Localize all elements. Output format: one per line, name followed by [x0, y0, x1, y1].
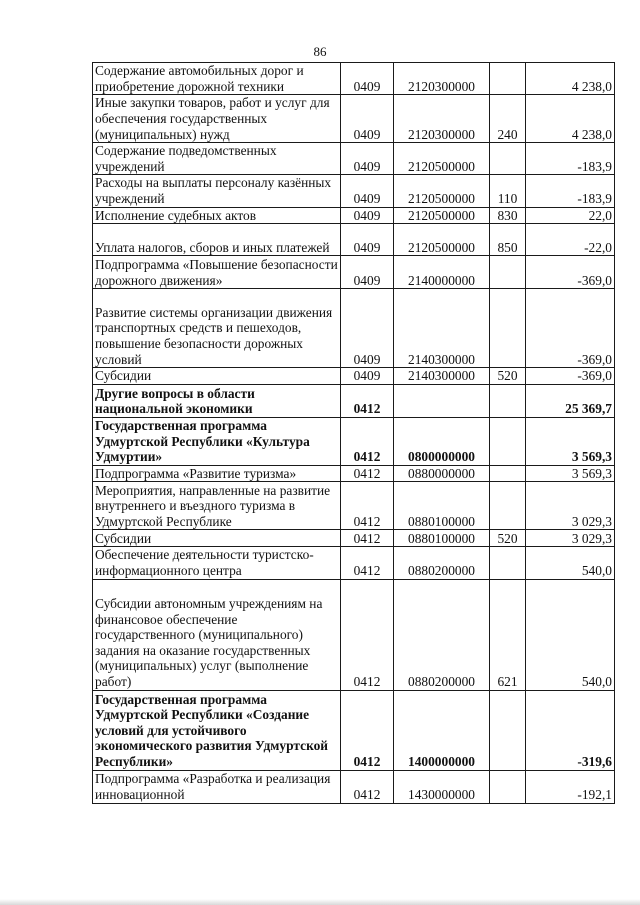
- table-row: [93, 482, 615, 530]
- expense-kind-code: [490, 417, 526, 465]
- budget-item-name: Подпрограмма «Развитие туризма»: [93, 465, 341, 482]
- expense-kind-code: [490, 465, 526, 482]
- target-article-code: [394, 384, 490, 417]
- amount: 3 029,3: [526, 530, 615, 547]
- amount: -22,0: [526, 224, 615, 256]
- budget-item-name: Подпрограмма «Разработка и реализация инновационной: [93, 770, 341, 803]
- table-row: [93, 368, 615, 385]
- table-row: [93, 95, 615, 143]
- target-article-code: 2120300000: [394, 63, 490, 95]
- table-row: [93, 465, 615, 482]
- budget-item-name: Субсидии автономным учреждениям на финансовое обеспечение государственного (муниципального) задания на оказание государственных (муниципальных) услуг (выполнение работ): [93, 579, 341, 690]
- expense-kind-code: [490, 63, 526, 95]
- expense-kind-code: 850: [490, 224, 526, 256]
- budget-item-name: Субсидии: [93, 530, 341, 547]
- section-code: 0412: [341, 482, 394, 530]
- expense-kind-code: [490, 384, 526, 417]
- section-code: 0409: [341, 143, 394, 175]
- budget-item-name: Субсидии: [93, 368, 341, 385]
- section-code: 0412: [341, 579, 394, 690]
- expense-kind-code: [490, 547, 526, 579]
- budget-item-name: Содержание подведомственных учреждений: [93, 143, 341, 175]
- amount: 25 369,7: [526, 384, 615, 417]
- target-article-code: 1430000000: [394, 770, 490, 803]
- budget-table: [92, 62, 615, 804]
- amount: -369,0: [526, 256, 615, 289]
- target-article-code: 0880200000: [394, 547, 490, 579]
- table-row: [93, 224, 615, 256]
- table-row: [93, 547, 615, 579]
- section-code: 0412: [341, 547, 394, 579]
- budget-item-name: Государственная программа Удмуртской Республики «Создание условий для устойчивого экономического развития Удмуртской Республики»: [93, 690, 341, 770]
- expense-kind-code: [490, 482, 526, 530]
- section-code: 0409: [341, 95, 394, 143]
- target-article-code: 0880000000: [394, 465, 490, 482]
- expense-kind-code: 830: [490, 207, 526, 224]
- section-code: 0412: [341, 530, 394, 547]
- amount: -183,9: [526, 175, 615, 207]
- section-code: 0409: [341, 256, 394, 289]
- expense-kind-code: 621: [490, 579, 526, 690]
- amount: 3 569,3: [526, 465, 615, 482]
- amount: -369,0: [526, 368, 615, 385]
- target-article-code: 0880100000: [394, 482, 490, 530]
- budget-item-name: Государственная программа Удмуртской Республики «Культура Удмуртии»: [93, 417, 341, 465]
- amount: 3 569,3: [526, 417, 615, 465]
- amount: 4 238,0: [526, 63, 615, 95]
- section-code: 0412: [341, 690, 394, 770]
- section-code: 0412: [341, 384, 394, 417]
- budget-item-name: Уплата налогов, сборов и иных платежей: [93, 224, 341, 256]
- section-code: 0409: [341, 207, 394, 224]
- section-code: 0409: [341, 224, 394, 256]
- target-article-code: 2120500000: [394, 175, 490, 207]
- amount: 22,0: [526, 207, 615, 224]
- target-article-code: 0880100000: [394, 530, 490, 547]
- target-article-code: 2120500000: [394, 224, 490, 256]
- budget-table-body: [93, 63, 615, 804]
- page-number: 86: [313, 44, 327, 59]
- section-code: 0412: [341, 465, 394, 482]
- budget-item-name: Расходы на выплаты персоналу казённых учреждений: [93, 175, 341, 207]
- expense-kind-code: [490, 770, 526, 803]
- expense-kind-code: [490, 690, 526, 770]
- amount: -183,9: [526, 143, 615, 175]
- scan-edge: [0, 899, 640, 905]
- section-code: 0412: [341, 417, 394, 465]
- expense-kind-code: 240: [490, 95, 526, 143]
- section-code: 0409: [341, 368, 394, 385]
- amount: -192,1: [526, 770, 615, 803]
- budget-item-name: Подпрограмма «Повышение безопасности дорожного движения»: [93, 256, 341, 289]
- table-row: [93, 530, 615, 547]
- table-row: [93, 417, 615, 465]
- target-article-code: 1400000000: [394, 690, 490, 770]
- budget-item-name: Другие вопросы в области национальной экономики: [93, 384, 341, 417]
- amount: 3 029,3: [526, 482, 615, 530]
- expense-kind-code: [490, 143, 526, 175]
- expense-kind-code: 520: [490, 368, 526, 385]
- table-row: [93, 175, 615, 207]
- section-code: 0409: [341, 289, 394, 368]
- section-code: 0409: [341, 63, 394, 95]
- table-row: [93, 143, 615, 175]
- target-article-code: 2140000000: [394, 256, 490, 289]
- target-article-code: 2140300000: [394, 289, 490, 368]
- amount: 4 238,0: [526, 95, 615, 143]
- budget-item-name: Исполнение судебных актов: [93, 207, 341, 224]
- table-row: [93, 690, 615, 770]
- table-row: [93, 256, 615, 289]
- budget-item-name: Мероприятия, направленные на развитие внутреннего и въездного туризма в Удмуртской Республике: [93, 482, 341, 530]
- table-row: [93, 384, 615, 417]
- table-row: [93, 579, 615, 690]
- target-article-code: 2120500000: [394, 207, 490, 224]
- amount: -319,6: [526, 690, 615, 770]
- budget-item-name: Иные закупки товаров, работ и услуг для обеспечения государственных (муниципальных) нужд: [93, 95, 341, 143]
- target-article-code: 2120300000: [394, 95, 490, 143]
- expense-kind-code: 520: [490, 530, 526, 547]
- table-row: [93, 770, 615, 803]
- amount: 540,0: [526, 547, 615, 579]
- table-row: [93, 207, 615, 224]
- expense-kind-code: 110: [490, 175, 526, 207]
- target-article-code: 2140300000: [394, 368, 490, 385]
- section-code: 0412: [341, 770, 394, 803]
- budget-item-name: Содержание автомобильных дорог и приобретение дорожной техники: [93, 63, 341, 95]
- target-article-code: 2120500000: [394, 143, 490, 175]
- amount: -369,0: [526, 289, 615, 368]
- budget-item-name: Обеспечение деятельности туристско-информационного центра: [93, 547, 341, 579]
- expense-kind-code: [490, 289, 526, 368]
- target-article-code: 0800000000: [394, 417, 490, 465]
- table-row: [93, 289, 615, 368]
- section-code: 0409: [341, 175, 394, 207]
- target-article-code: 0880200000: [394, 579, 490, 690]
- expense-kind-code: [490, 256, 526, 289]
- budget-item-name: Развитие системы организации движения транспортных средств и пешеходов, повышение безопасности дорожных условий: [93, 289, 341, 368]
- table-row: [93, 63, 615, 95]
- amount: 540,0: [526, 579, 615, 690]
